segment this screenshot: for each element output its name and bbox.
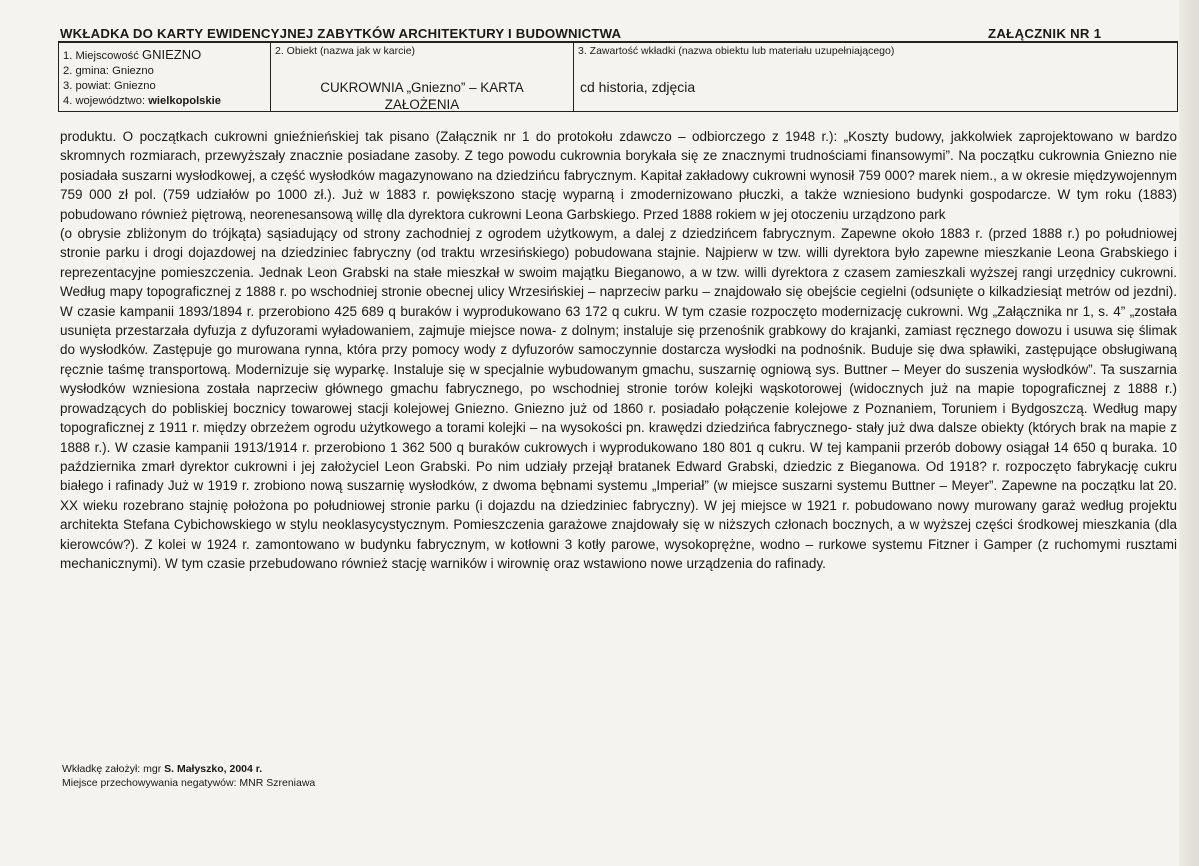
- author-row: [62, 762, 315, 776]
- footer: [62, 762, 315, 790]
- place-label: 1. Miejscowość: [63, 50, 139, 62]
- commune-label: 2. gmina:: [63, 65, 110, 77]
- location-cell: [59, 42, 271, 112]
- author-value: S. Małyszko, 2004 r.: [164, 763, 263, 775]
- object-name: CUKROWNIA „Gniezno” – KARTA ZAŁOŻENIA: [320, 80, 524, 112]
- county-row: [59, 79, 270, 94]
- annex-number: ZAŁĄCZNIK NR 1: [988, 26, 1102, 41]
- object-label: 2. Obiekt (nazwa jak w karcie): [275, 45, 416, 57]
- storage-label: Miejsce przechowywania negatywów:: [62, 777, 237, 789]
- author-label: Wkładkę założył: mgr: [62, 763, 162, 775]
- card-title: WKŁADKA DO KARTY EWIDENCYJNEJ ZABYTKÓW ARCHITEKTURY I BUDOWNICTWA: [60, 26, 622, 41]
- storage-row: [62, 776, 315, 790]
- county-label: 3. powiat:: [63, 80, 111, 92]
- contents-cell: [574, 42, 1178, 112]
- contents-label: 3. Zawartość wkładki (nazwa obiektu lub materiału uzupełniającego): [578, 45, 895, 57]
- history-text: produktu. O początkach cukrowni gnieźnieńskiej tak pisano (Załącznik nr 1 do protokołu zdawczo – odbiorczego z 1948 r.): „Koszty budowy, jakkolwiek zaprojektowano w bardzo skromnych rozmiarach, przewyższały znacznie posiadane zasoby. Z tego powodu cukrownia borykała się ze znacznymi trudnościami finansowymi”. Na początku cukrownia Gniezno nie posiadała suszarni wysłodkowej, a część wysłodków magazynowano na dziedzińcu fabrycznym. Kapitał zakładowy cukrowni wynosił 759 000? marek niem., a w okresie międzywojennym 759 000 zł pol. (759 udziałów po 1000 zł.). Już w 1883 r. powiększono stację wyparną i zmodernizowano płuczki, a także wzniesiono budynki gospodarcze. W tym roku (1883) pobudowano również piętrową, neorenesansową willę dla dyrektora cukrowni Leona Garbskiego. Przed 1888 rokiem w jej otoczeniu urządzono park (o obrysie zbliżonym do trójkąta) sąsiadujący od strony zachodniej z ogrodem użytkowym, a dalej z dziedzińcem fabrycznym. Zapewne około 1883 r. (przed 1888 r.) po południowej stronie parku i drogi dojazdowej na dziedziniec fabryczny (od traktu wrzesińskiego) pobudowana stajnie. Najpierw w tzw. willi dyrektora było zapewne mieszkanie Leona Grabskiego i reprezentacyjne pomieszczenia. Jednak Leon Grabski na stałe mieszkał w swoim majątku Bieganowo, a w tzw. willi dyrektora z czasem zamieszkali wyższej rangi urzędnicy cukrowni. Według mapy topograficznej z 1888 r. po wschodniej stronie obecnej ulicy Wrzesińskiej – naprzeciw parku – znajdowało się obejście cegielni (odsunięte o kilkadziesiąt metrów od jezdni). W czasie kampanii 1893/1894 r. przerobiono 425 689 q buraków i wyprodukowano 63 172 q cukru. W tym czasie rozpoczęto modernizację cukrowni. Wg „Załącznika nr 1, s. 4” „została usunięta przestarzała dyfuzja z dyfuzorami wyładowaniem, zajmuje miejsce nowa- z dolnym; instaluje się przenośnik grabkowy do krajanki, zamiast ręcznego dowozu i usuwa się ślimak do wysłodków. Zastępuje go murowana rynna, która przy pomocy wody z dyfuzorów samoczynnie dostarcza wysłodki na podnośnik. Buduje się dwa spławiki, zastępujące obsługiwaną ręcznie taśmę transportową. Modernizuje się wyparkę. Instaluje się w specjalnie wybudowanym gmachu, suszarnię ogniową sys. Buttner – Meyer do suszenia wysłodków”. Ta suszarnia wysłodków wzniesiona została naprzeciw głównego gmachu fabrycznego, po wschodniej stronie torów kolejki wąskotorowej (widocznych już na mapie topograficznej z 1888 r.) prowadzących do pobliskiej bocznicy towarowej stacji kolejowej Gniezno. Gniezno już od 1860 r. posiadało połączenie kolejowe z Poznaniem, Toruniem i Bydgoszczą. Według mapy topograficznej z 1911 r. między obrzeżem ogrodu użytkowego a torami kolejki – na wysokości pn. krawędzi dziedzińca fabrycznego- stały już dwa dalsze obiekty (których brak na mapie z 1888 r.). W czasie kampanii 1913/1914 r. przerobiono 1 362 500 q buraków cukrowych i wyprodukowano 180 801 q cukru. W tej kampanii przerób dobowy osiągał 14 650 q buraka. 10 października zmarł dyrektor cukrowni i jej założyciel Leon Grabski. Po nim udziały przejął bratanek Edward Grabski, dziedzic z Bieganowa. Od 1918? r. rozpoczęto fabrykację cukru białego i rafinady Już w 1919 r. zrobiono nową suszarnię wysłodków, z dwoma bębnami systemu „Imperiał” (w miejsce suszarni systemu Buttner – Meyer”. Zapewne na początku lat 20. XX wieku rozebrano stajnię położona po południowej stronie parku (i dojazdu na dziedziniec fabryczny). W jej miejsce w 1921 r. pobudowano nowy murowany garaż według projektu architekta Stefana Cybichowskiego w stylu neoklasycystycznym. Pomieszczenia garażowe znajdowały się w niższych członach bocznych, a w wyższej części środkowej mieszkania (dla kierowców?). Z kolei w 1924 r. zamontowano w budynku fabrycznym, w kotłowni 3 kotły parowe, wysokoprężne, wodno – rurkowe systemu Fitzner i Gamper (z ruchomymi rusztami mechanicznymi). W tym czasie przebudowano również stację warników i wirownię oraz wstawiono nowe urządzenia do rafinady.: [60, 129, 1177, 571]
- header-table: [58, 41, 1178, 112]
- voivodeship-row: [59, 94, 270, 109]
- county-value: Gniezno: [114, 80, 156, 92]
- commune-row: [59, 64, 270, 79]
- storage-value: MNR Szreniawa: [239, 777, 316, 789]
- voivodeship-value: wielkopolskie: [148, 95, 221, 107]
- voivodeship-label: 4. województwo:: [63, 95, 146, 107]
- contents-value: cd historia, zdjęcia: [580, 79, 696, 95]
- object-cell: [271, 42, 574, 112]
- place-row: [59, 43, 270, 64]
- commune-value: Gniezno: [112, 65, 154, 77]
- place-value: GNIEZNO: [141, 47, 202, 62]
- page-edge: [1179, 0, 1199, 866]
